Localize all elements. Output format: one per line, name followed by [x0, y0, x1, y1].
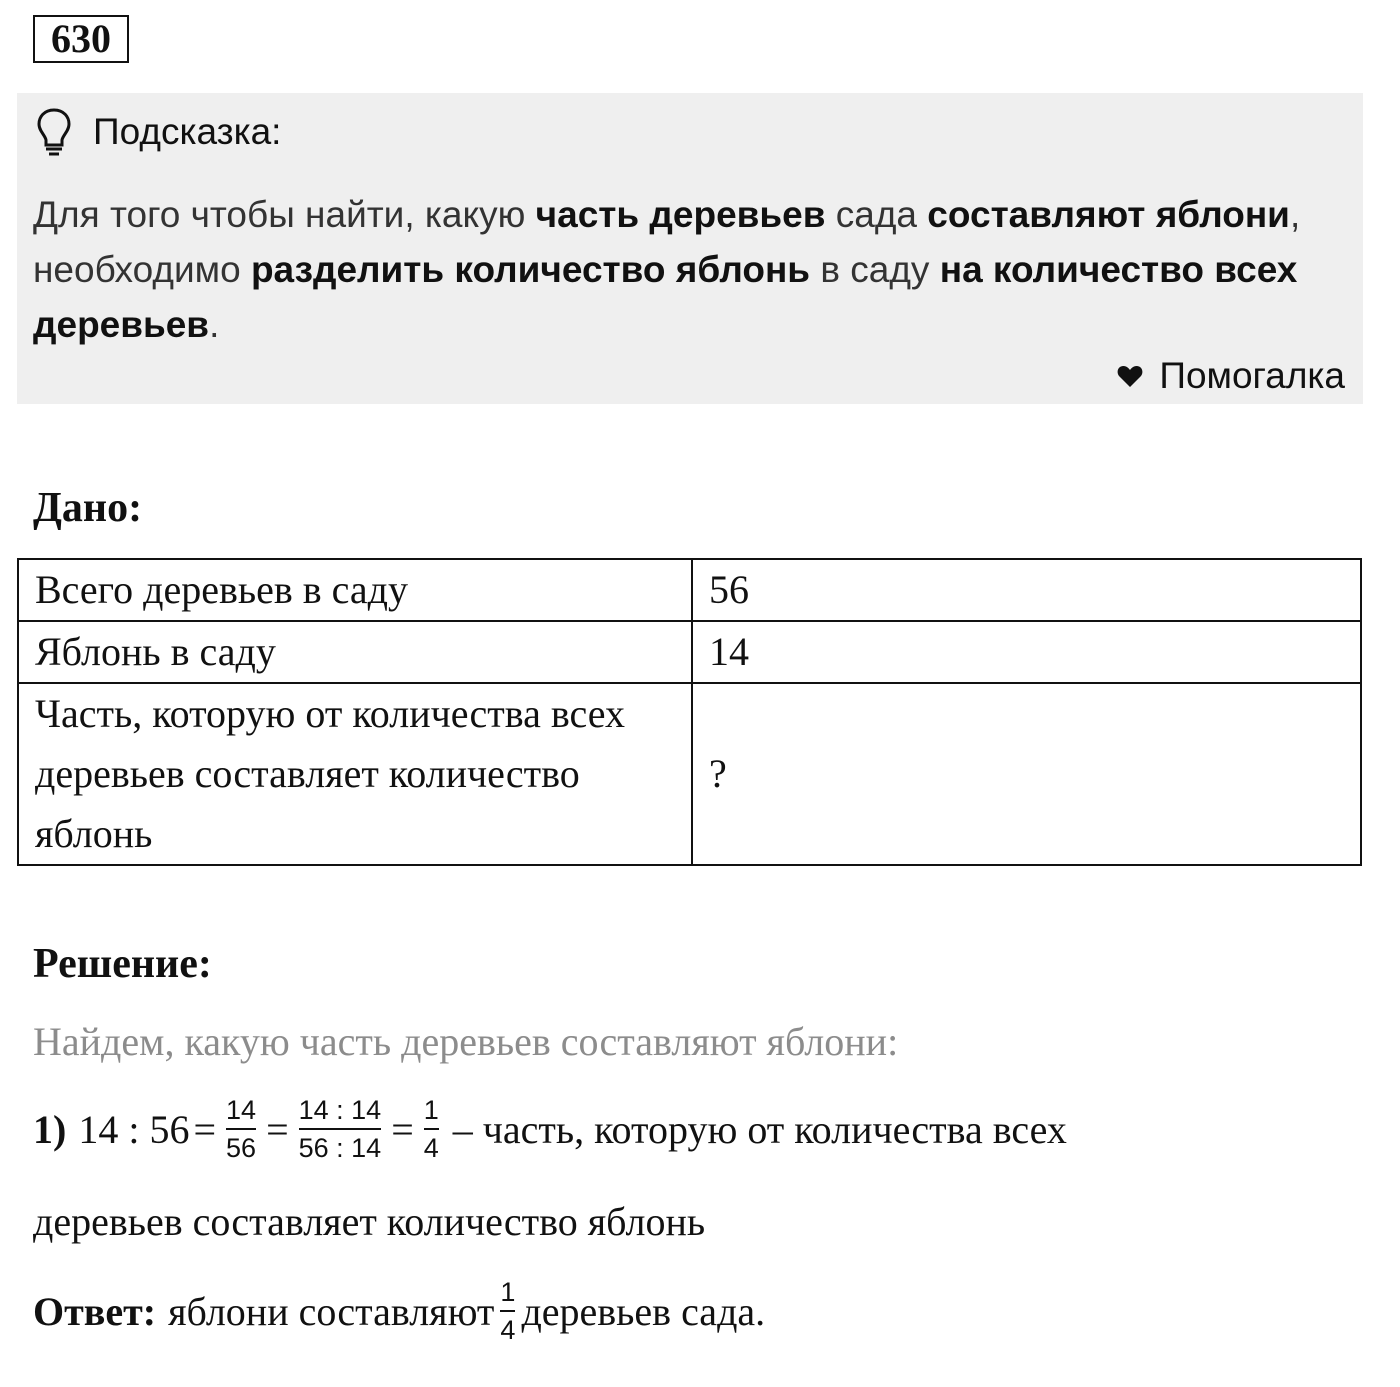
- answer-text-pre: яблони составляют: [168, 1288, 495, 1334]
- hint-text: Для того чтобы найти, какую часть деревьев сада составляют яблони, необходимо разделить количество яблонь в саду на количество всех деревьев.: [33, 194, 1301, 345]
- table-cell-label: Всего деревьев в саду: [18, 559, 692, 621]
- equals-sign: =: [391, 1106, 414, 1152]
- solution-title: Решение:: [33, 941, 212, 987]
- fraction-bar: [500, 1310, 515, 1312]
- fraction-bar: [226, 1128, 256, 1130]
- hint-box: [17, 93, 1363, 404]
- fraction-numerator: 1: [500, 1277, 516, 1307]
- fraction: [299, 1094, 382, 1164]
- step-text-continued: деревьев составляет количество яблонь: [33, 1199, 706, 1244]
- fraction-numerator: 14 : 14: [298, 1095, 382, 1125]
- table-row: [18, 683, 1361, 865]
- fraction-bar: [424, 1128, 439, 1130]
- table-row: [18, 559, 1361, 621]
- answer: [33, 1276, 765, 1346]
- heart-icon: [1117, 364, 1143, 388]
- hint-title: Подсказка:: [93, 111, 282, 152]
- step-text: – часть, которую от количества всех: [452, 1106, 1067, 1152]
- answer-text-post: деревьев сада.: [521, 1288, 766, 1334]
- equals-sign: =: [193, 1106, 217, 1152]
- fraction-denominator: 56 : 14: [298, 1133, 382, 1163]
- step-expression: 14 : 56: [78, 1106, 190, 1152]
- step-number: 1): [33, 1106, 67, 1152]
- fraction: [424, 1094, 439, 1164]
- solution-intro: Найдем, какую часть деревьев составляют яблони:: [33, 1019, 899, 1064]
- table-cell-label: Яблонь в саду: [18, 621, 692, 683]
- fraction-denominator: 56: [226, 1133, 257, 1163]
- fraction: [226, 1094, 256, 1164]
- hint-header: [35, 107, 281, 157]
- fraction-numerator: 14: [226, 1095, 257, 1125]
- answer-label: Ответ:: [33, 1288, 157, 1334]
- task-number: 630: [33, 15, 129, 63]
- credit-label: Помогалка: [1159, 355, 1345, 396]
- given-title: Дано:: [33, 485, 143, 531]
- lightbulb-icon: [35, 107, 73, 157]
- answer-fraction: [500, 1276, 515, 1346]
- solution-step: [33, 1094, 1067, 1164]
- table-cell-value: ?: [692, 683, 1361, 865]
- fraction-numerator: 1: [423, 1095, 439, 1125]
- fraction-denominator: 4: [500, 1315, 516, 1345]
- given-table: [17, 558, 1362, 866]
- credit: [1117, 355, 1345, 397]
- table-cell-value: 14: [692, 621, 1361, 683]
- table-cell-label: Часть, которую от количества всех деревьев составляет количество яблонь: [18, 683, 692, 865]
- fraction-bar: [299, 1128, 382, 1130]
- equals-sign: =: [266, 1106, 289, 1152]
- table-cell-value: 56: [692, 559, 1361, 621]
- fraction-denominator: 4: [423, 1133, 439, 1163]
- table-row: [18, 621, 1361, 683]
